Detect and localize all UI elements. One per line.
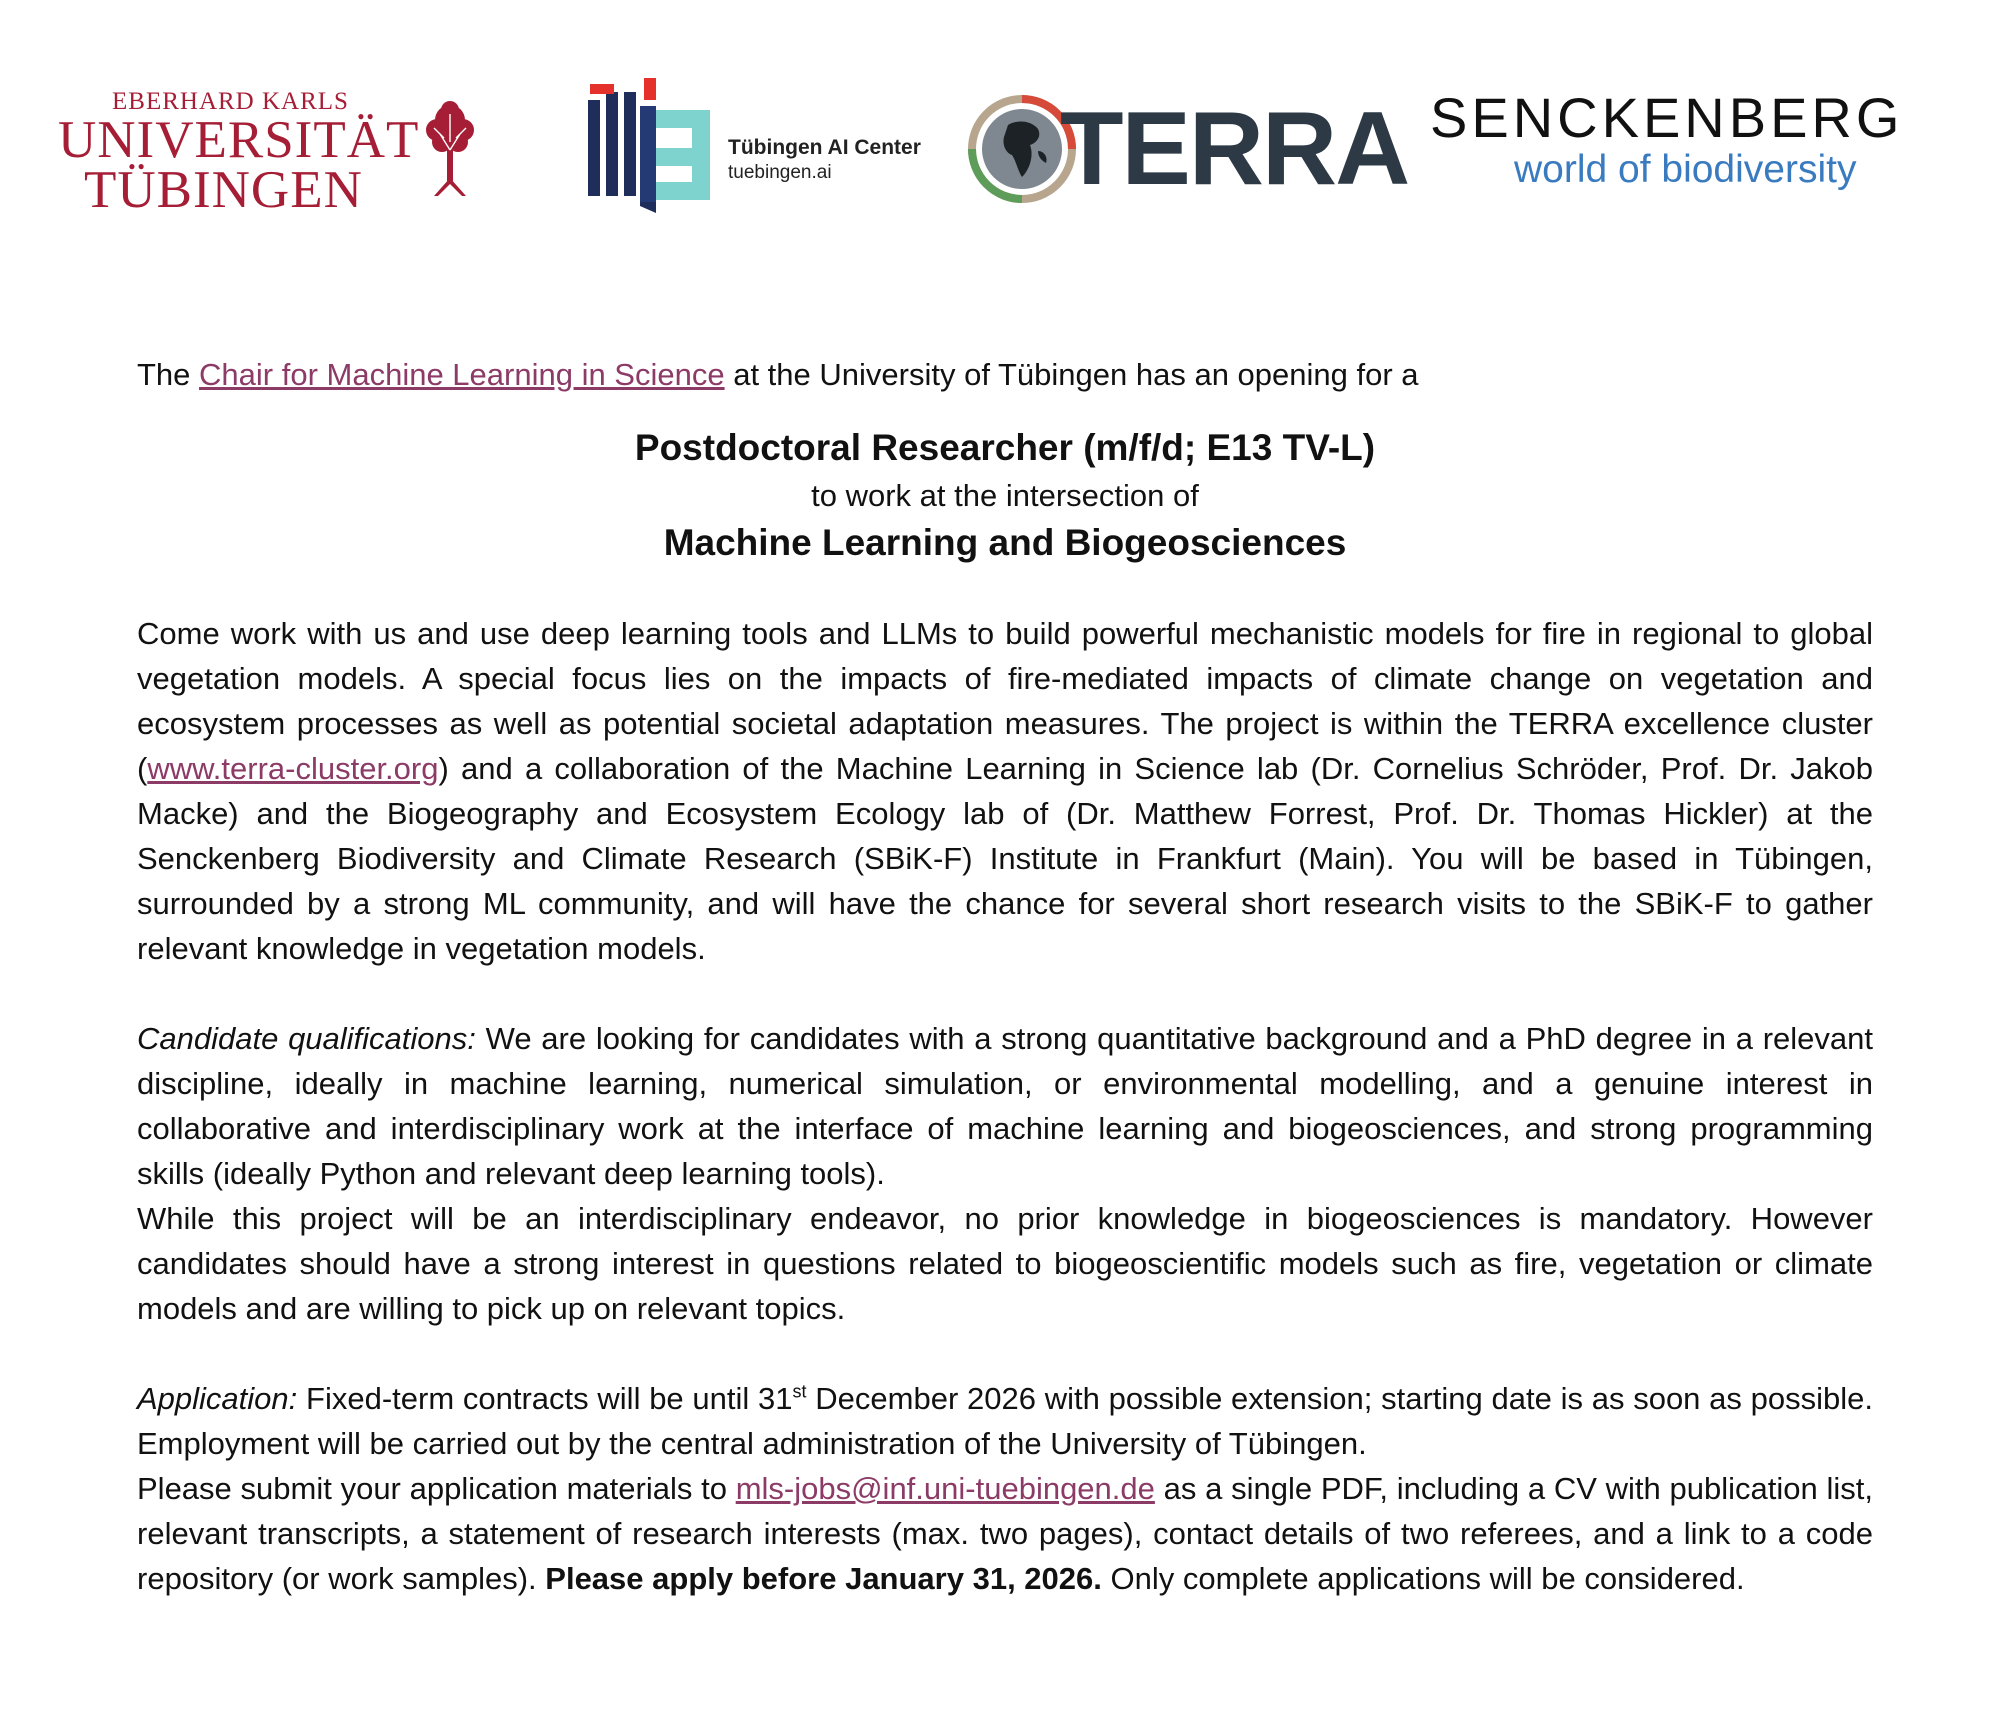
chair-link[interactable]: Chair for Machine Learning in Science	[199, 357, 725, 392]
university-tuebingen-logo	[58, 88, 488, 218]
qualifications-paragraph	[137, 1016, 1873, 1196]
intro-prefix: The	[137, 357, 200, 392]
qualifications-text: We are looking for candidates with a strong quantitative background and a PhD degree in a relevant discipline, ideally in machine learning, numerical simulation, or environmental modelling, and a genuine interest in collaborative and interdisciplinary work at the interface of machine learning and biogeosciences, and strong programming skills (ideally Python and relevant deep learning tools).	[137, 1021, 1874, 1191]
tree-icon	[420, 98, 480, 198]
uni-logo-line3: TÜBINGEN	[84, 161, 363, 219]
intro-line	[137, 352, 1873, 397]
terra-wordmark: TERRA	[1060, 91, 1409, 207]
description-paragraph	[137, 611, 1873, 971]
uni-logo-line2: UNIVERSITÄT	[58, 111, 420, 169]
application-text-b: December 2026 with possible extension; starting date is as soon as possible. Employment will be carried out by the central administration of the University of Tübingen.	[137, 1381, 1873, 1461]
ai-center-name: Tübingen AI Center	[728, 136, 921, 159]
submission-paragraph	[137, 1466, 1873, 1601]
closing-text: Only complete applications will be considered.	[1101, 1561, 1745, 1596]
position-title: Postdoctoral Researcher (m/f/d; E13 TV-L)	[634, 427, 1376, 468]
qualifications-label: Candidate qualifications:	[137, 1021, 476, 1056]
application-email-link[interactable]: mls-jobs@inf.uni-tuebingen.de	[735, 1471, 1155, 1506]
terra-logo	[968, 91, 1409, 207]
senckenberg-name: SENCKENBERG	[1430, 86, 1904, 149]
tuebingen-ai-center-logo	[588, 78, 928, 218]
senckenberg-tagline: world of biodiversity	[1514, 148, 1857, 191]
application-text-a: Fixed-term contracts will be until 31	[297, 1381, 793, 1416]
qualifications-paragraph-2: While this project will be an interdisciplinary endeavor, no prior knowledge in biogeosciences is mandatory. However candidates should have a strong interest in questions related to biogeoscientific models such as fire, vegetation or climate models and are willing to pick up on relevant topics.	[137, 1201, 1873, 1326]
intro-suffix: at the University of Tübingen has an opening for a	[724, 357, 1419, 392]
position-field: Machine Learning and Biogeosciences	[663, 522, 1347, 563]
application-label: Application:	[137, 1381, 298, 1416]
application-deadline: Please apply before January 31, 2026.	[545, 1561, 1102, 1596]
description-text-2: ) and a collaboration of the Machine Learning in Science lab (Dr. Cornelius Schröder, Prof. Dr. Jakob Macke) and the Biogeography and Ecosystem Ecology lab of (Dr. Matthew Forrest, Prof. Dr. Thomas Hickler) at the Senckenberg Biodiversity and Climate Research (SBiK-F) Institute in Frankfurt (Main). You will be based in Tübingen, surrounded by a strong ML community, and will have the chance for several short research visits to the SBiK-F to gather relevant knowledge in vegetation models.	[137, 751, 1873, 966]
ordinal-suffix: st	[792, 1381, 807, 1402]
submit-prefix: Please submit your application materials to	[137, 1471, 736, 1506]
senckenberg-logo	[1430, 86, 1970, 206]
submit-suffix: as a single PDF, including a CV with publication list, relevant transcripts, a statement of research interests (max. two pages), contact details of two referees, and a link to a code repository (or work samples).	[137, 1471, 1873, 1596]
job-posting	[137, 352, 1873, 1601]
uni-logo-line1: EBERHARD KARLS	[112, 88, 349, 115]
terra-cluster-link[interactable]: www.terra-cluster.org	[147, 751, 439, 786]
description-text-1: Come work with us and use deep learning tools and LLMs to build powerful mechanistic models for fire in regional to global vegetation models. A special focus lies on the impacts of fire-mediated impacts of climate change on vegetation and ecosystem processes as well as potential societal adaptation measures. The project is within the TERRA excellence cluster (	[137, 616, 1873, 786]
application-paragraph	[137, 1376, 1873, 1466]
position-subtitle: to work at the intersection of	[811, 478, 1199, 513]
ai-center-mark-icon	[588, 78, 718, 213]
ai-center-url: tuebingen.ai	[728, 162, 832, 183]
position-heading	[137, 423, 1873, 568]
logo-header	[0, 0, 2000, 230]
